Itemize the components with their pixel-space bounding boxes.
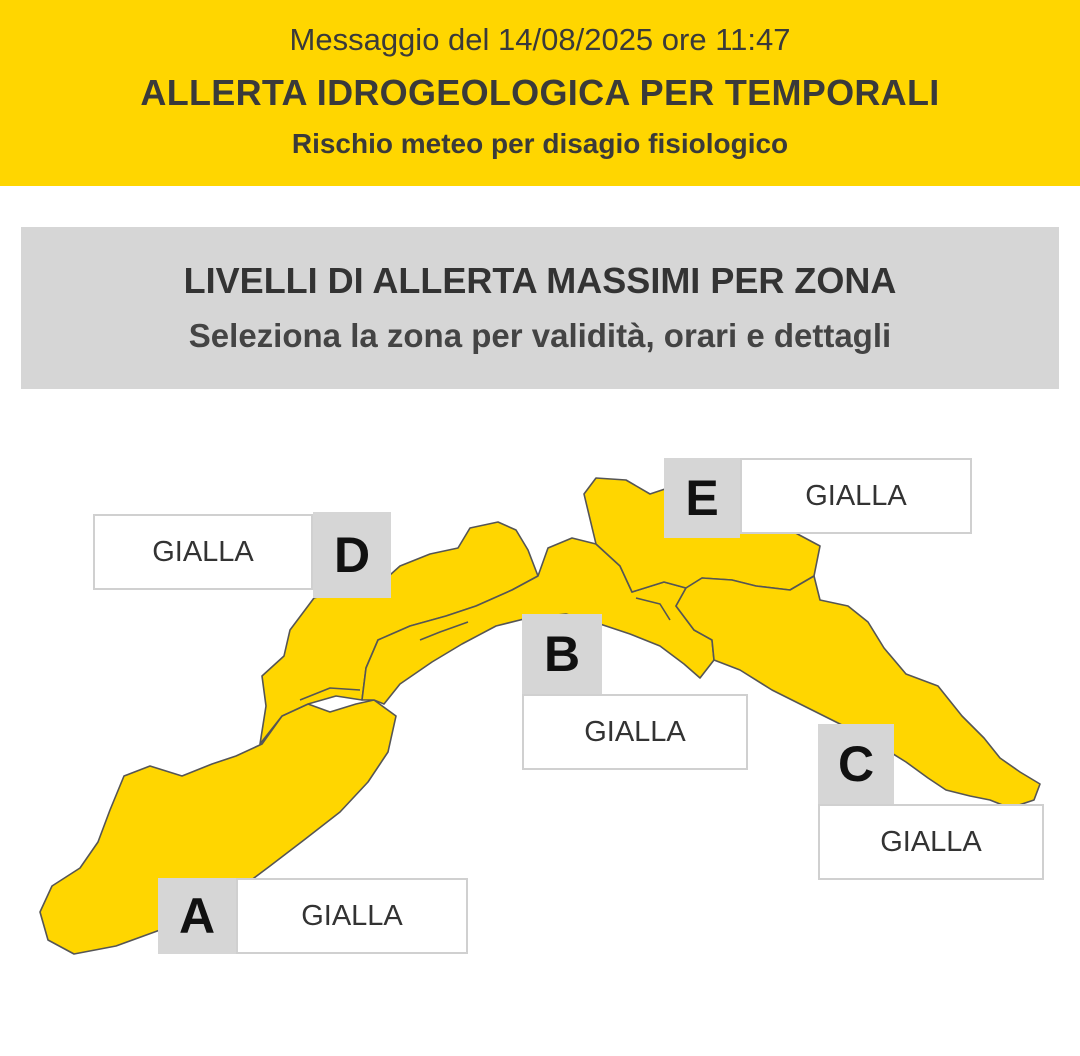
zone-d-letter[interactable]: D	[313, 512, 391, 598]
alert-subtitle: Rischio meteo per disagio fisiologico	[291, 128, 789, 159]
panel-title: LIVELLI DI ALLERTA MASSIMI PER ZONA	[183, 260, 897, 301]
zone-a-level[interactable]: GIALLA	[236, 878, 468, 954]
zone-e-letter[interactable]: E	[664, 458, 740, 538]
zone-a-letter[interactable]: A	[158, 878, 236, 954]
zone-c-letter[interactable]: C	[818, 724, 894, 804]
zone-b-level[interactable]: GIALLA	[522, 694, 748, 770]
message-timestamp: Messaggio del 14/08/2025 ore 11:47	[289, 22, 791, 57]
zone-e-level[interactable]: GIALLA	[740, 458, 972, 534]
alert-title: ALLERTA IDROGEOLOGICA PER TEMPORALI	[140, 72, 940, 113]
zone-b-letter[interactable]: B	[522, 614, 602, 694]
panel-subtitle: Seleziona la zona per validità, orari e dettagli	[188, 317, 892, 354]
zone-d-level[interactable]: GIALLA	[93, 514, 313, 590]
zone-c-level[interactable]: GIALLA	[818, 804, 1044, 880]
